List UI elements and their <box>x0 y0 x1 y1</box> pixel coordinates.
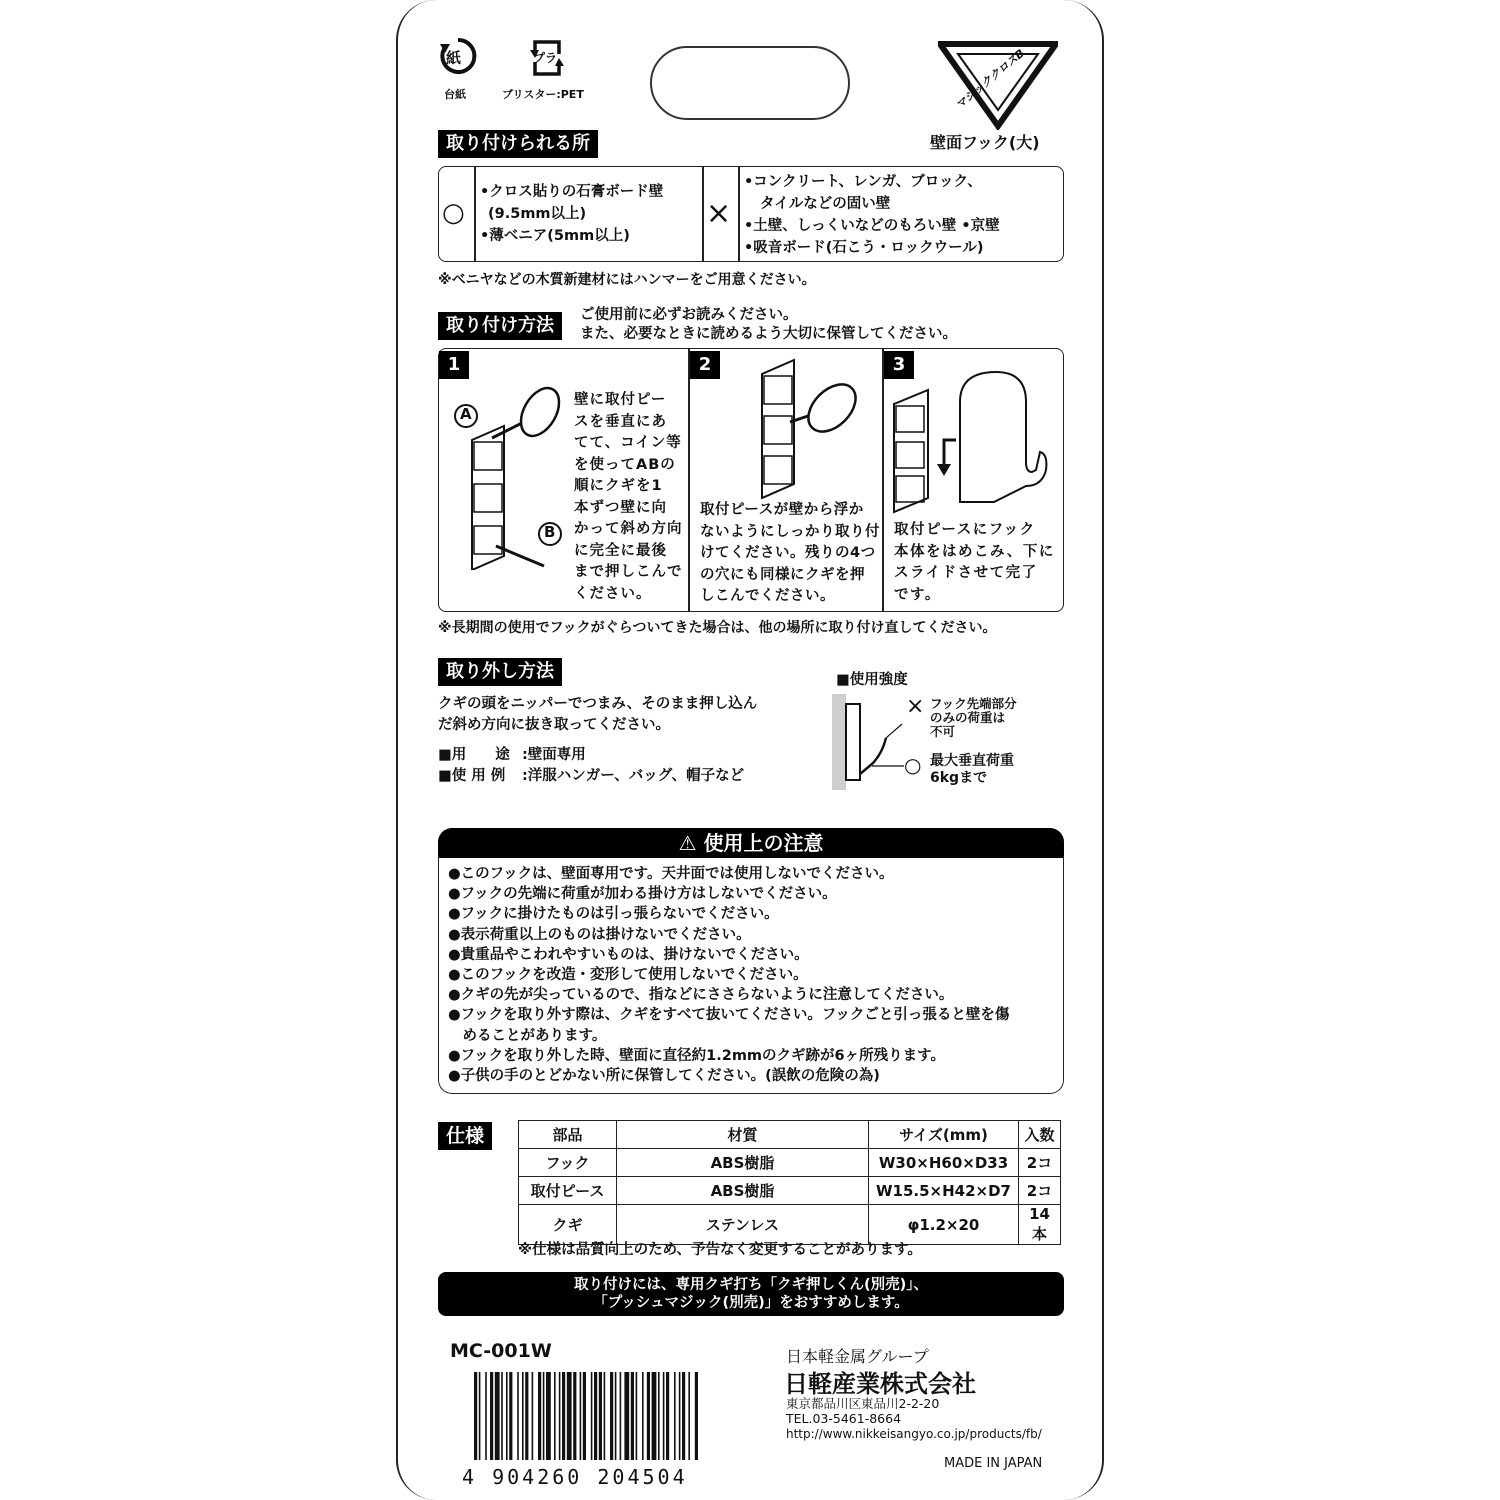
recommend-bar <box>438 1272 1064 1316</box>
caution-title: ⚠ 使用上の注意 <box>438 828 1064 858</box>
spec-table <box>518 1120 1061 1245</box>
paper-glyph: 紙 <box>446 49 462 67</box>
caution-item: ●フックに掛けたものは引っ張らないでください。 <box>448 906 779 923</box>
paper-label: 台紙 <box>444 88 466 101</box>
caution-item: ●表示荷重以上のものは掛けないでください。 <box>448 926 751 943</box>
company-group: 日本軽金属グループ <box>786 1347 929 1366</box>
spec-header-row: 部品 材質 サイズ(mm) 入数 <box>519 1121 1061 1149</box>
ok-item-2: (9.5mm以上) <box>488 206 587 222</box>
step-2-illustration <box>750 352 860 502</box>
table-row: クギ ステンレス φ1.2×20 14本 <box>519 1205 1061 1245</box>
table-row: フック ABS樹脂 W30×H60×D33 2コ <box>519 1149 1061 1177</box>
install-intro-2: また、必要なときに読めるよう大切に保管してください。 <box>580 326 957 342</box>
ng-item-3: •土壁、しっくいなどのもろい壁 •京壁 <box>744 218 1000 234</box>
barcode <box>470 1372 700 1460</box>
ng-item-2: タイルなどの固い壁 <box>760 196 891 212</box>
model-number: MC-001W <box>450 1340 552 1362</box>
ok-item-3: •薄ベニア(5mm以上) <box>480 228 630 244</box>
step-3-text: 取付ピースにフック 本体をはめこみ、下に スライドさせて完了 です。 <box>894 522 1055 603</box>
caution-list <box>448 864 1058 1086</box>
caution-item: ●フックを取り外す際は、クギをすべて抜いてください。フックごと引っ張ると壁を傷 <box>448 1007 1010 1024</box>
removal-line-2: だ斜め方向に抜き取ってください。 <box>438 717 670 733</box>
step-3-number: 3 <box>884 351 914 379</box>
ng-symbol: × <box>706 196 732 231</box>
hang-hole <box>650 46 850 120</box>
caution-item: ●貴重品やこわれやすいものは、掛けないでください。 <box>448 946 809 963</box>
caution-item: ●子供の手のとどかない所に保管してください。(誤飲の危険の為) <box>448 1068 880 1085</box>
caution-item: ●フックを取り外した時、壁面に直径約1.2mmのクギ跡が6ヶ所残ります。 <box>448 1047 945 1064</box>
use-label: ■用 途 <box>438 747 510 763</box>
step-3-illustration <box>886 362 1062 514</box>
strength-title: ■使用強度 <box>836 672 908 688</box>
strength-ng-symbol: × <box>906 694 925 719</box>
step-1-label-b: B <box>544 523 556 541</box>
caution-item: ●フックの先端に荷重が加わる掛け方はしないでください。 <box>448 886 837 903</box>
removal-line-1: クギの頭をニッパーでつまみ、そのまま押し込ん <box>438 696 758 712</box>
example-label: ■使 用 例 <box>438 768 506 784</box>
strength-ok-symbol: ○ <box>904 753 922 777</box>
table-row: 取付ピース ABS樹脂 W15.5×H42×D7 2コ <box>519 1177 1061 1205</box>
install-intro-1: ご使用前に必ずお読みください。 <box>580 307 798 323</box>
ok-item-1: •クロス貼りの石膏ボード壁 <box>480 184 664 200</box>
strength-ng-text: フック先端部分 のみの荷重は 不可 <box>930 696 1017 739</box>
ng-item-4: •吸音ボード(石こう・ロックウール) <box>744 240 984 256</box>
plastic-label: ブリスター:PET <box>502 88 584 101</box>
barcode-digits: 4 904260 204504 <box>462 1465 688 1489</box>
caution-item: ●このフックは、壁面専用です。天井面では使用しないでください。 <box>448 866 894 882</box>
product-name: 壁面フック(大) <box>930 133 1040 152</box>
install-method-title: 取り付け方法 <box>438 312 562 340</box>
caution-item: ●このフックを改造・変形して使用しないでください。 <box>448 967 808 984</box>
recommend-line-2: 「プッシュマジック(別売)」をおすすめします。 <box>593 1295 909 1311</box>
company-tel: TEL.03-5461-8664 <box>786 1411 902 1426</box>
company-address: 東京都品川区東品川2-2-20 <box>786 1396 940 1411</box>
step-2-number: 2 <box>690 351 720 379</box>
brand-triangle-logo <box>938 40 1058 130</box>
company-url: http://www.nikkeisangyo.co.jp/products/fb/ <box>786 1427 1042 1441</box>
plastic-glyph: プラ <box>533 51 558 65</box>
install-places-note: ※ベニヤなどの木質新建材にはハンマーをご用意ください。 <box>438 272 816 288</box>
spec-title: 仕様 <box>438 1122 492 1150</box>
ok-symbol: ○ <box>442 198 465 228</box>
install-method-note: ※長期間の使用でフックがぐらついてきた場合は、他の場所に取り付け直してください。 <box>438 620 997 636</box>
removal-title: 取り外し方法 <box>438 658 562 686</box>
made-in: MADE IN JAPAN <box>944 1456 1043 1471</box>
install-places-title: 取り付けられる所 <box>438 130 598 158</box>
recommend-line-1: 取り付けには、専用クギ打ち「クギ押しくん(別売)」、 <box>573 1277 928 1293</box>
spec-note: ※仕様は品質向上のため、予告なく変更することがあります。 <box>518 1242 922 1258</box>
ng-item-1: •コンクリート、レンガ、ブロック、 <box>744 174 982 190</box>
step-1-text: 壁に取付ピー スを垂直にあ てて、コイン等 を使ってABの 順にクギを1 本ずつ壁に向 かって斜め方向 に完全に最後 まで押しこんで ください。 <box>574 392 683 602</box>
caution-item: ●クギの先が尖っているので、指などにささらないように注意してください。 <box>448 987 954 1004</box>
strength-ok-text: 最大垂直荷重 6kgまで <box>930 753 1014 786</box>
strength-diagram <box>832 694 912 790</box>
use-value: :壁面専用 <box>522 747 586 763</box>
step-1-label-a: A <box>460 405 472 423</box>
step-1-number: 1 <box>439 351 469 379</box>
example-value: :洋服ハンガー、バッグ、帽子など <box>522 768 745 784</box>
caution-item: めることがあります。 <box>448 1027 607 1044</box>
step-2-text: 取付ピースが壁から浮か ないようにしっかり取り付 けてください。残りの4つ の穴にも同様にクギを押 しこんでください。 <box>700 502 880 604</box>
brand-logo-text: マジッククロスB <box>953 46 1028 112</box>
company-name: 日軽産業株式会社 <box>784 1370 976 1398</box>
